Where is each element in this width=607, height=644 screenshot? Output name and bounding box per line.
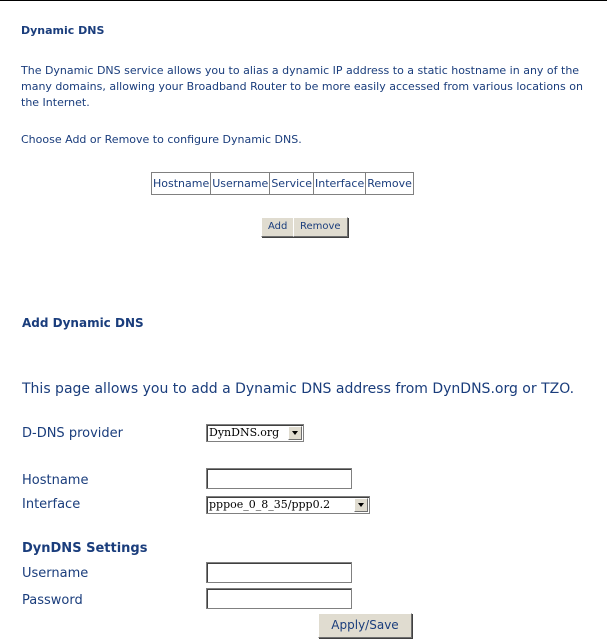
remove-button[interactable]: Remove	[293, 217, 348, 237]
provider-label: D-DNS provider	[22, 426, 123, 441]
password-input[interactable]	[206, 588, 352, 609]
add-dynamic-dns-description: This page allows you to add a Dynamic DNS address from DynDNS.org or TZO.	[22, 381, 575, 397]
col-hostname: Hostname	[152, 173, 211, 195]
hostname-input[interactable]	[206, 468, 352, 489]
table-header-row	[152, 173, 414, 195]
provider-select-value: DynDNS.org	[209, 426, 280, 439]
col-remove: Remove	[366, 173, 414, 195]
dropdown-arrow-icon[interactable]	[354, 498, 368, 512]
interface-select[interactable]	[206, 496, 370, 514]
ddns-table	[151, 172, 414, 195]
password-label: Password	[22, 593, 83, 608]
username-label: Username	[22, 566, 89, 581]
add-button[interactable]: Add	[261, 217, 294, 237]
add-dynamic-dns-title: Add Dynamic DNS	[22, 316, 144, 330]
username-input[interactable]	[206, 562, 352, 583]
col-service: Service	[270, 173, 314, 195]
dynamic-dns-title: Dynamic DNS	[21, 24, 105, 37]
dyndns-settings-heading: DynDNS Settings	[22, 541, 148, 556]
top-divider	[0, 0, 607, 1]
apply-save-button[interactable]: Apply/Save	[318, 613, 412, 638]
hostname-label: Hostname	[22, 473, 89, 488]
dropdown-arrow-icon[interactable]	[288, 426, 302, 440]
interface-select-value: pppoe_0_8_35/ppp0.2	[209, 498, 331, 511]
instruction-text: Choose Add or Remove to configure Dynamic DNS.	[21, 133, 302, 146]
interface-label: Interface	[22, 497, 81, 512]
col-interface: Interface	[313, 173, 365, 195]
provider-select[interactable]	[206, 424, 304, 442]
col-username: Username	[211, 173, 270, 195]
dynamic-dns-description: The Dynamic DNS service allows you to alias a dynamic IP address to a static hostname in any of the many domains, allowing your Broadband Router to be more easily accessed from various locations on the Internet.	[21, 64, 583, 109]
